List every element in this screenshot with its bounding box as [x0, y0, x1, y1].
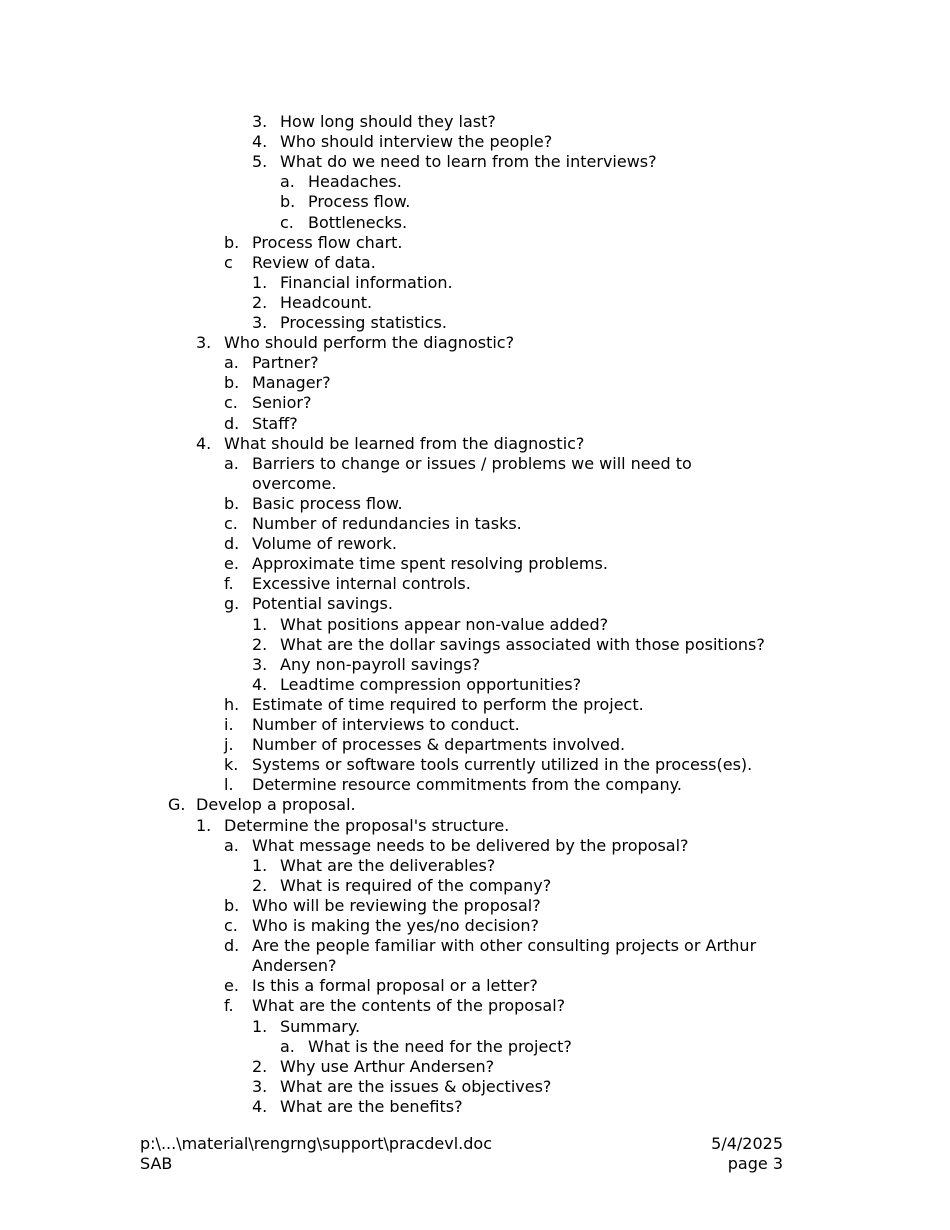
outline-item-text: What positions appear non-value added? [280, 614, 609, 634]
outline-item-marker: 4. [252, 132, 268, 152]
outline-item-text: Headcount. [280, 292, 373, 312]
outline-item-marker: k. [224, 755, 239, 775]
outline-item-marker: 3. [252, 313, 268, 332]
outline-item-text: Any non-payroll savings? [280, 654, 481, 674]
outline-item-text: What are the dollar savings associated with those positions? [280, 634, 765, 654]
outline-item-text: Why use Arthur Andersen? [280, 1056, 495, 1076]
outline-item-marker: 3. [252, 112, 268, 131]
outline-item-text: Determine the proposal's structure. [224, 815, 510, 835]
outline-item-marker: c. [224, 393, 238, 413]
outline-item-text: Determine resource commitments from the company. [252, 775, 682, 795]
outline-item-marker: b. [280, 192, 296, 212]
outline-item-text: What message needs to be delivered by the proposal? [252, 835, 689, 855]
outline-item-marker: d. [224, 413, 240, 433]
outline-item-marker: a. [224, 353, 239, 373]
outline-item-text: Leadtime compression opportunities? [280, 674, 582, 694]
footer-author: SAB [140, 1154, 173, 1173]
outline-item-marker: b. [224, 373, 240, 393]
outline-item-marker: b. [224, 493, 240, 513]
outline-item-text: What is the need for the project? [308, 1036, 572, 1056]
outline-item-text: How long should they last? [280, 112, 496, 131]
outline-item-text: What are the deliverables? [280, 855, 496, 875]
outline-item-marker: e. [224, 554, 239, 574]
outline-item-text: Volume of rework. [252, 534, 397, 554]
footer-page-number: page 3 [727, 1154, 783, 1173]
outline-item-text: Staff? [252, 413, 298, 433]
outline-item-text: What are the contents of the proposal? [252, 996, 566, 1016]
outline-item-marker: 3. [252, 1076, 268, 1096]
outline-item-marker: 3. [252, 654, 268, 674]
outline-item-text: Headaches. [308, 172, 402, 192]
outline-item-marker: a. [280, 1036, 295, 1056]
outline-item-text: What is required of the company? [280, 875, 552, 895]
outline-item-text: What do we need to learn from the interviews? [280, 152, 657, 172]
outline-item-text: Excessive internal controls. [252, 574, 471, 594]
outline-item-marker: c. [224, 514, 238, 533]
outline-item-text: Who is making the yes/no decision? [252, 916, 540, 935]
outline-item-text: overcome. [252, 473, 337, 493]
outline-item-marker: G. [168, 795, 186, 815]
outline-item-text: Senior? [252, 393, 312, 413]
outline-item-text: Process flow chart. [252, 232, 403, 252]
outline-item-text: Process flow. [308, 192, 411, 212]
outline-item-text: Number of interviews to conduct. [252, 715, 520, 734]
outline-item-text: Estimate of time required to perform the project. [252, 694, 644, 714]
outline-item-text: Summary. [280, 1016, 361, 1036]
outline-item-text: Number of processes & departments involved. [252, 735, 626, 755]
outline-item-marker: g. [224, 594, 240, 614]
footer-date: 5/4/2025 [711, 1134, 783, 1153]
outline-item-marker: b. [224, 895, 240, 915]
outline-item-marker: f. [224, 574, 234, 594]
outline-item-marker: 1. [252, 855, 268, 875]
outline-item-marker: 1. [252, 614, 268, 634]
outline-item-marker: 2. [252, 292, 268, 312]
outline-item-text: Basic process flow. [252, 493, 403, 513]
footer-file-path: p:\...\material\rengrng\support\pracdevl.doc [140, 1134, 493, 1153]
outline-item-marker: 4. [252, 674, 268, 694]
outline-item-marker: l. [224, 775, 234, 795]
outline-item-marker: e. [224, 976, 239, 996]
outline-item-marker: 5. [252, 152, 268, 172]
outline-item-text: What are the issues & objectives? [280, 1076, 552, 1096]
outline-item-marker: c. [280, 212, 294, 232]
outline-item-text: Barriers to change or issues / problems we will need to [252, 453, 692, 473]
outline-item-text: Review of data. [252, 252, 376, 272]
outline-item-marker: b. [224, 232, 240, 252]
outline-item-text: Approximate time spent resolving problems. [252, 554, 608, 574]
outline-item-text: Develop a proposal. [196, 795, 356, 815]
outline-item-text: Partner? [252, 353, 319, 373]
outline-item-marker: 2. [252, 1056, 268, 1076]
outline-item-marker: 4. [252, 1096, 268, 1116]
outline-item-marker: 2. [252, 634, 268, 654]
outline-item-marker: 4. [196, 433, 212, 453]
outline-item-text: Is this a formal proposal or a letter? [252, 976, 538, 996]
outline-item-text: Who should perform the diagnostic? [224, 333, 515, 353]
outline-item-text: Andersen? [252, 956, 337, 976]
outline-item-marker: a. [280, 172, 295, 192]
outline-item-marker: 1. [252, 1016, 268, 1036]
outline-item-marker: f. [224, 996, 234, 1016]
outline-item-text: Number of redundancies in tasks. [252, 514, 522, 533]
outline-item-marker: d. [224, 936, 240, 956]
outline-item-marker: 2. [252, 875, 268, 895]
outline-item-marker: 1. [196, 815, 212, 835]
outline-item-text: Processing statistics. [280, 313, 447, 332]
outline-item-marker: c [224, 252, 233, 272]
outline-item-marker: a. [224, 835, 239, 855]
outline-item-text: Bottlenecks. [308, 212, 408, 232]
outline-item-text: Systems or software tools currently utilized in the process(es). [252, 755, 753, 775]
outline-item-text: Potential savings. [252, 594, 393, 614]
outline-item-marker: d. [224, 534, 240, 554]
outline-item-text: What should be learned from the diagnostic? [224, 433, 585, 453]
outline-item-text: Are the people familiar with other consulting projects or Arthur [252, 936, 757, 956]
outline-item-text: Who should interview the people? [280, 132, 553, 152]
outline-item-text: Who will be reviewing the proposal? [252, 895, 541, 915]
outline-item-text: What are the benefits? [280, 1096, 463, 1116]
outline-item-marker: i. [224, 715, 234, 734]
outline-item-text: Financial information. [280, 272, 453, 292]
outline-item-marker: 3. [196, 333, 212, 353]
outline-item-marker: h. [224, 694, 240, 714]
outline-item-marker: j. [224, 735, 234, 755]
outline-item-marker: a. [224, 453, 239, 473]
outline-item-marker: c. [224, 916, 238, 935]
outline-item-text: Manager? [252, 373, 331, 393]
outline-item-marker: 1. [252, 272, 268, 292]
